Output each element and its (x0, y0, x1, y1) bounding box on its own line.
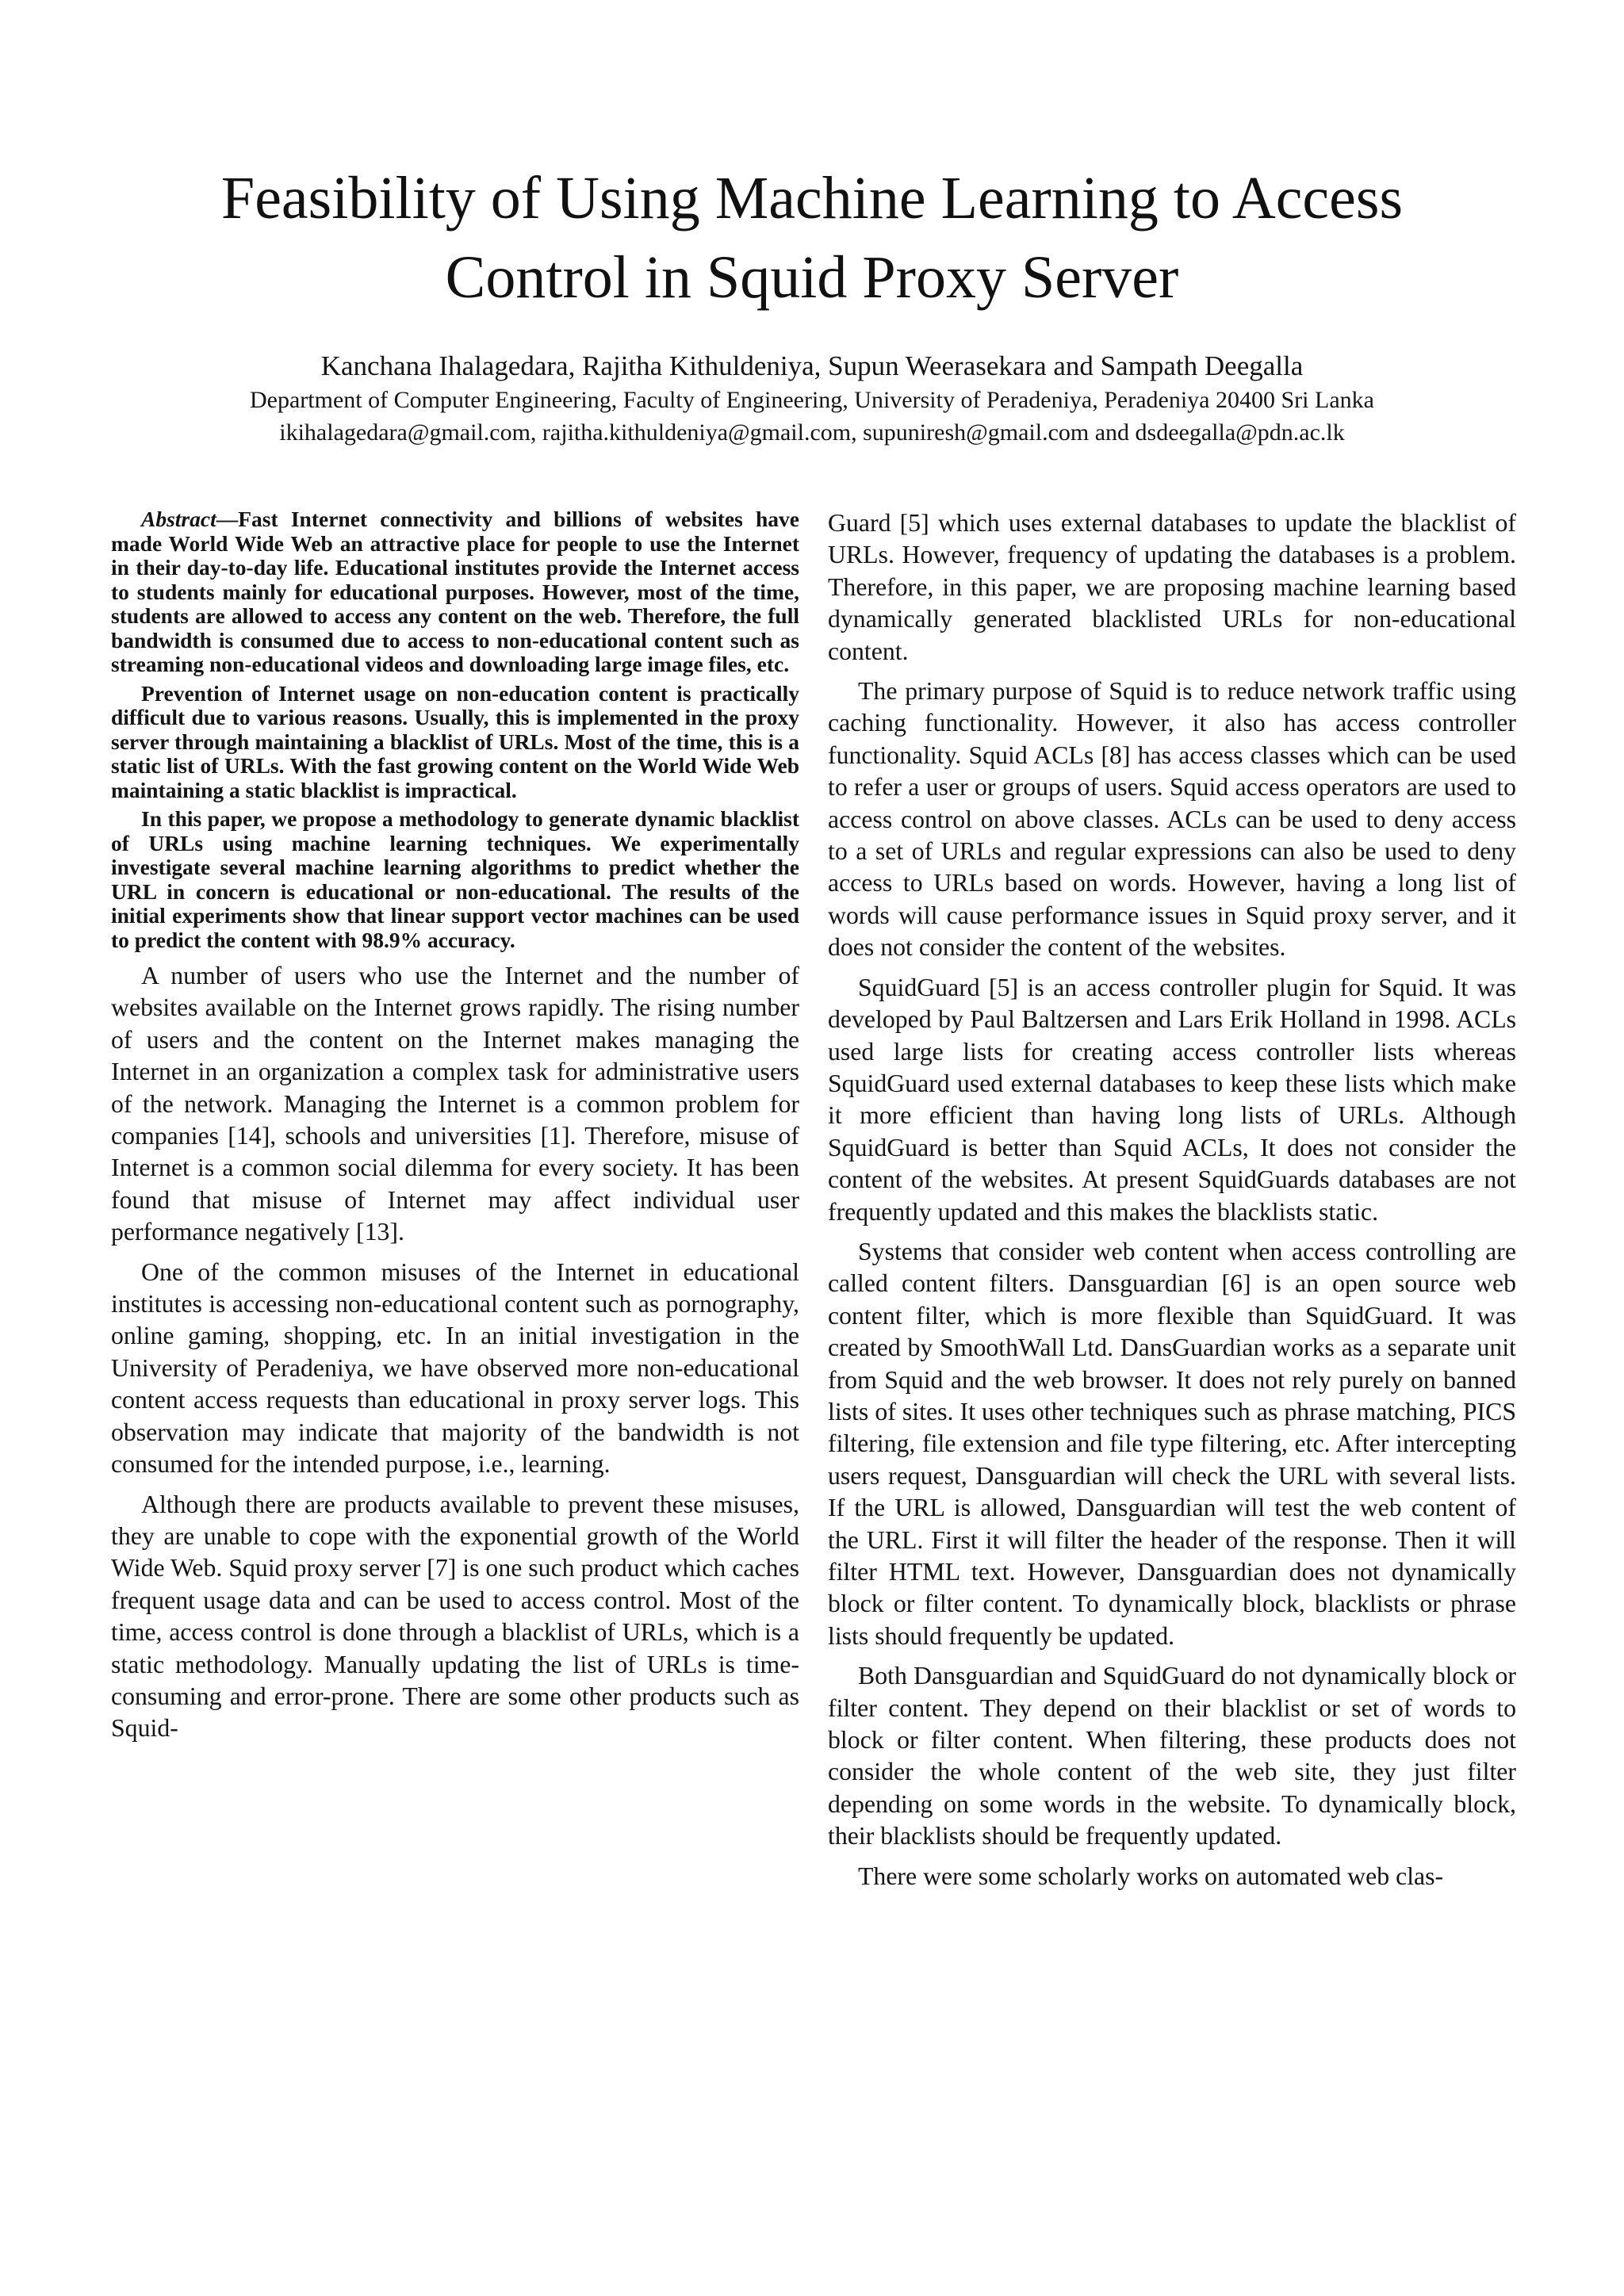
left-column (111, 507, 799, 1753)
body-paragraph-continued: Guard [5] which uses external databases to update the blacklist of URLs. However, frequency of updating the databases is a problem. Therefore, in this paper, we are proposing machine learning based dynamically generated blacklisted URLs for non-educational content. (828, 509, 1516, 665)
abstract-label: Abstract (141, 507, 216, 531)
abstract-paragraph-2: Prevention of Internet usage on non-education content is practically difficult due to various reasons. Usually, this is implemented in the proxy server through maintaining a blacklist of URLs. Most of the time, this is a static list of URLs. With the fast growing content on the World Wide Web maintaining a static blacklist is impractical. (111, 680, 799, 802)
abstract-text-1: —Fast Internet connectivity and billions of websites have made World Wide Web an attractive place for people to use the Internet in their day-to-day life. Educational institutes provide the Internet access to students mainly for educational purposes. However, most of the time, students are allowed to access any content on the web. Therefore, the full bandwidth is consumed due to access to non-educational content such as streaming non-educational videos and downloading large image files, etc. (111, 507, 799, 676)
body-paragraph: One of the common misuses of the Internet in educational institutes is accessing non-educational content such as pornography, online gaming, shopping, etc. In an initial investigation in the University of Peradeniya, we have observed more non-educational content access requests than educational in proxy server logs. This observation may indicate that majority of the bandwidth is not consumed for the intended purpose, i.e., learning. (111, 1257, 799, 1479)
abstract-paragraph-1 (111, 507, 799, 677)
paper-title (111, 159, 1513, 317)
introduction-body (111, 960, 799, 1745)
body-paragraph: There were some scholarly works on automated web clas- (858, 1862, 1444, 1890)
abstract (111, 507, 799, 952)
related-work-body (828, 507, 1516, 1892)
author-list: Kanchana Ihalagedara, Rajitha Kithuldeniya, Supun Weerasekara and Sampath Deegalla (320, 350, 1304, 381)
title-line-1: Feasibility of Using Machine Learning to Access (220, 165, 1404, 232)
body-paragraph: Systems that consider web content when access controlling are called content filters. Dansguardian [6] is an open source web content filter, which is more flexible than SquidGuard. It was created by SmoothWall Ltd. DansGuardian works as a separate unit from Squid and the web browser. It does not rely purely on banned lists of sites. It uses other techniques such as phrase matching, PICS filtering, file extension and file type filtering, etc. After intercepting users request, Dansguardian will check the URL with several lists. If the URL is allowed, Dansguardian will test the web content of the URL. First it will filter the header of the response. Then it will filter HTML text. However, Dansguardian does not dynamically block or filter content. To dynamically block, blacklists or phrase lists should frequently be updated. (828, 1237, 1516, 1650)
body-paragraph: SquidGuard [5] is an access controller plugin for Squid. It was developed by Paul Baltzersen and Lars Erik Holland in 1998. ACLs used large lists for creating access controller lists whereas SquidGuard used external databases to keep these lists which make it more efficient than having long lists of URLs. Although SquidGuard is better than Squid ACLs, It does not consider the content of the websites. At present SquidGuards databases are not frequently updated and this makes the blacklists static. (828, 973, 1516, 1226)
abstract-paragraph-3: In this paper, we propose a methodology to generate dynamic blacklist of URLs using machine learning techniques. We experimentally investigate several machine learning algorithms to predict whether the URL in concern is educational or non-educational. The results of the initial experiments show that linear support vector machines can be used to predict the content with 98.9% accuracy. (111, 806, 799, 952)
body-paragraph: Both Dansguardian and SquidGuard do not dynamically block or filter content. They depend on their blacklist or set of words to block or filter content. When filtering, these products does not consider the whole content of the web site, they just filter depending on some words in the website. To dynamically block, their blacklists should be frequently updated. (828, 1662, 1516, 1850)
title-line-2: Control in Squid Proxy Server (445, 244, 1179, 311)
affiliation: Department of Computer Engineering, Faculty of Engineering, University of Peradeniya, Peradeniya 20400 Sri Lanka (250, 387, 1374, 413)
author-emails: ikihalagedara@gmail.com, rajitha.kithuldeniya@gmail.com, supuniresh@gmail.com and dsdeegalla@pdn.ac.lk (279, 419, 1345, 446)
body-paragraph: A number of users who use the Internet and the number of websites available on the Internet grows rapidly. The rising number of users and the content on the Internet makes managing the Internet in an organization a complex task for administrative users of the network. Managing the Internet is a common problem for companies [14], schools and universities [1]. Therefore, misuse of Internet is a common social dilemma for every society. It has been found that misuse of Internet may affect individual user performance negatively [13]. (111, 962, 799, 1246)
body-paragraph: Although there are products available to prevent these misuses, they are unable to cope with the exponential growth of the World Wide Web. Squid proxy server [7] is one such product which caches frequent usage data and can be used to access control. Most of the time, access control is done through a blacklist of URLs, which is a static methodology. Manually updating the list of URLs is time-consuming and error-prone. There are some other products such as Squid- (111, 1490, 799, 1743)
right-column (828, 507, 1516, 1900)
body-paragraph: The primary purpose of Squid is to reduce network traffic using caching functionality. However, it also has access controller functionality. Squid ACLs [8] has access classes which can be used to refer a user or groups of users. Squid access operators are used to access control on above classes. ACLs can be used to deny access to a set of URLs and regular expressions can also be used to deny access to URLs based on words. However, having a long list of words will cause performance issues in Squid proxy server, and it does not consider the content of the websites. (828, 677, 1516, 962)
